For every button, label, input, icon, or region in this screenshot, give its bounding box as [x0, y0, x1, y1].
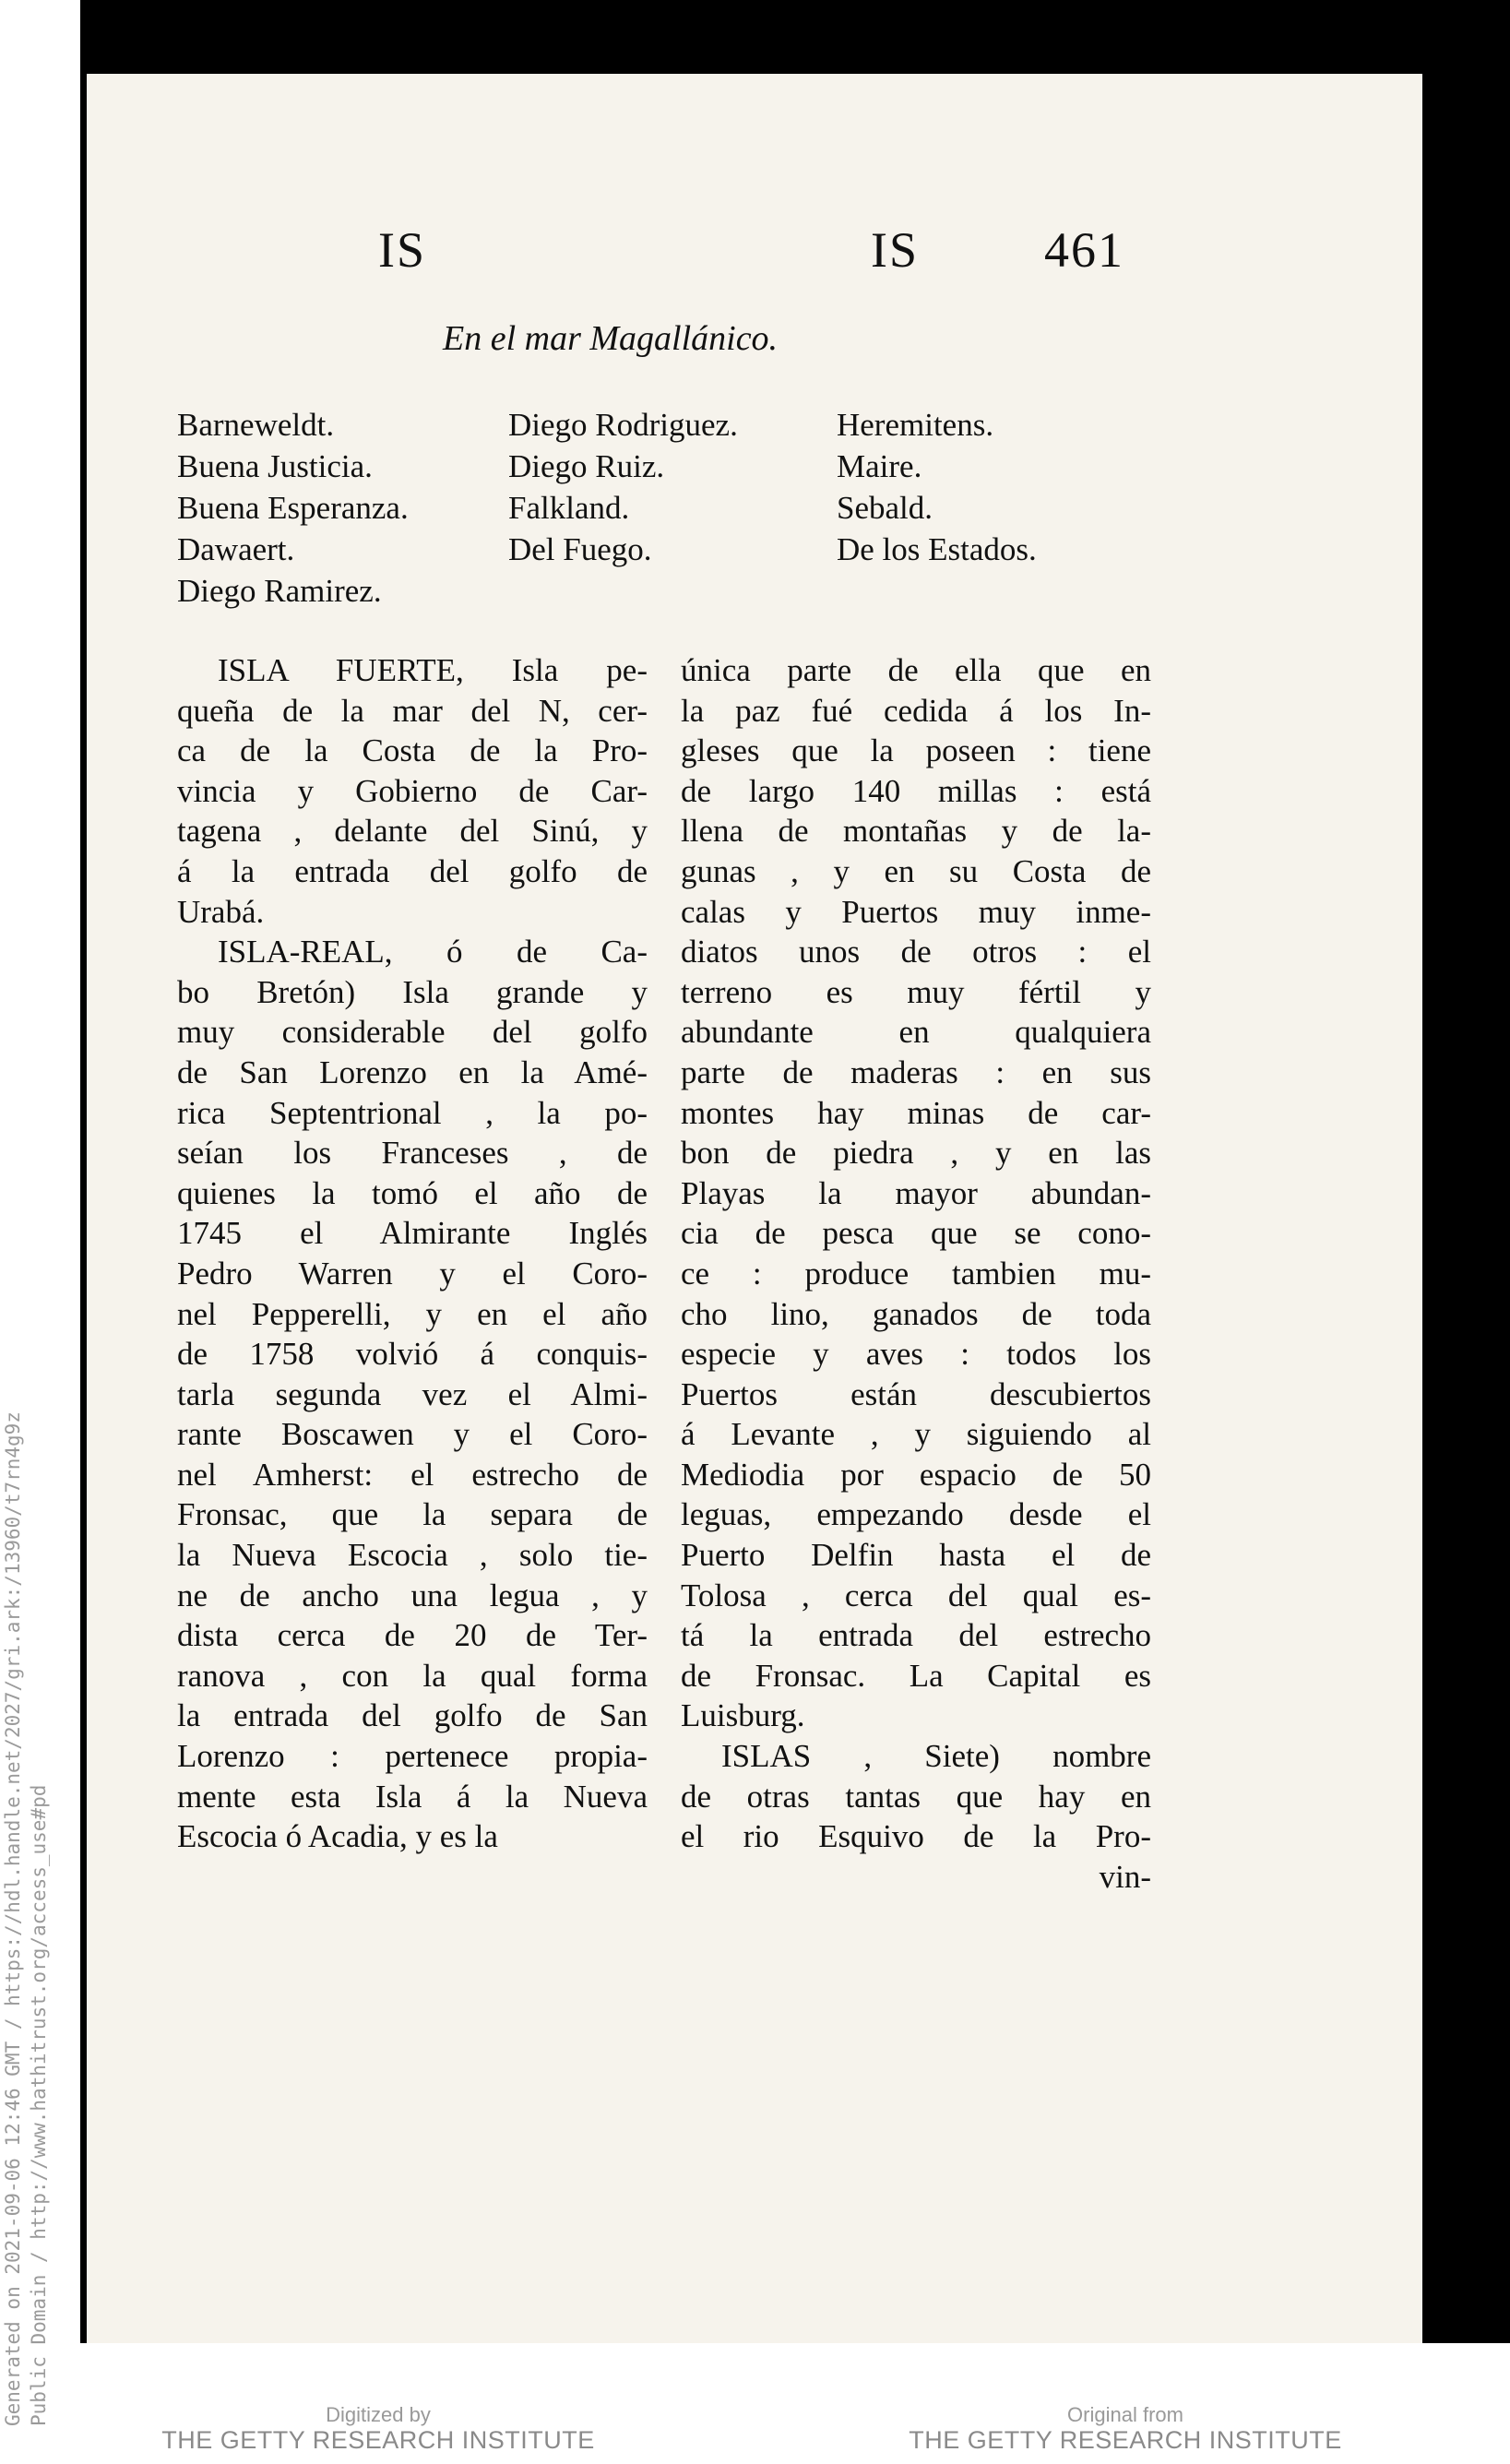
- text-line: nel Amherst: el estrecho de: [177, 1456, 648, 1493]
- text-line: calas y Puertos muy inme-: [681, 893, 1151, 930]
- text-line: Urabá.: [177, 893, 265, 930]
- text-line: Lorenzo : pertenece propia-: [177, 1738, 648, 1775]
- watermark-line-2: Public Domain / http://www.hathitrust.org/access_use#pd: [28, 1784, 50, 2426]
- island-name: Del Fuego.: [508, 531, 652, 567]
- text-line: ce : produce tambien mu-: [681, 1255, 1151, 1292]
- text-line: bo Bretón) Isla grande y: [177, 973, 648, 1010]
- text-line: muy considerable del golfo: [177, 1014, 648, 1051]
- island-name: Barneweldt.: [177, 407, 335, 443]
- text-line: dista cerca de 20 de Ter-: [177, 1617, 648, 1654]
- island-names-col-2: [508, 404, 738, 570]
- running-head-left: IS: [378, 222, 427, 278]
- text-line: Luisburg.: [681, 1697, 805, 1734]
- text-line: Pedro Warren y el Coro-: [177, 1255, 648, 1292]
- text-line: montes hay minas de car-: [681, 1094, 1151, 1131]
- text-line: tagena , delante del Sinú, y: [177, 813, 648, 850]
- text-line: especie y aves : todos los: [681, 1336, 1151, 1373]
- text-line: quienes la tomó el año de: [177, 1174, 648, 1211]
- footer-original-from: Original from: [1067, 2403, 1183, 2426]
- island-name: Maire.: [837, 448, 922, 484]
- footer-digitizer-name: THE GETTY RESEARCH INSTITUTE: [161, 2426, 595, 2454]
- text-line: ISLA-REAL, ó de Ca-: [218, 934, 648, 970]
- text-line: terreno es muy fértil y: [681, 973, 1151, 1010]
- island-name: Falkland.: [508, 490, 630, 526]
- text-line: á la entrada del golfo de: [177, 852, 648, 889]
- island-name: Buena Justicia.: [177, 448, 373, 484]
- island-name: Diego Ruiz.: [508, 448, 665, 484]
- text-line: el rio Esquivo de la Pro-: [681, 1818, 1151, 1855]
- text-line: Escocia ó Acadia, y es la: [177, 1818, 498, 1855]
- text-line: seían los Franceses , de: [177, 1135, 648, 1172]
- text-line: la Nueva Escocia , solo tie-: [177, 1537, 648, 1574]
- text-line: vin-: [1099, 1858, 1151, 1895]
- text-line: Puerto Delfin hasta el de: [681, 1537, 1151, 1574]
- text-line: la paz fué cedida á los In-: [681, 692, 1151, 729]
- side-watermark: [0, 1245, 55, 2426]
- island-names-col-3: [837, 404, 1037, 570]
- text-line: de San Lorenzo en la Amé-: [177, 1053, 648, 1090]
- text-line: Tolosa , cerca del qual es-: [681, 1577, 1151, 1613]
- text-line: única parte de ella que en: [681, 652, 1151, 688]
- text-line: parte de maderas : en sus: [681, 1053, 1151, 1090]
- text-line: ISLA FUERTE, Isla pe-: [218, 652, 648, 688]
- text-line: rante Boscawen y el Coro-: [177, 1416, 648, 1453]
- text-line: cho lino, ganados de toda: [681, 1295, 1151, 1332]
- section-subtitle: En el mar Magallánico.: [443, 319, 779, 358]
- text-line: nel Pepperelli, y en el año: [177, 1295, 648, 1332]
- text-line: 1745 el Almirante Inglés: [177, 1215, 648, 1252]
- text-line: de 1758 volvió á conquis-: [177, 1336, 648, 1373]
- text-line: tarla segunda vez el Almi-: [177, 1375, 648, 1412]
- text-line: Fronsac, que la separa de: [177, 1496, 648, 1533]
- text-line: bon de piedra , y en las: [681, 1135, 1151, 1172]
- island-name: De los Estados.: [837, 531, 1037, 567]
- text-line: á Levante , y siguiendo al: [681, 1416, 1151, 1453]
- text-line: Playas la mayor abundan-: [681, 1174, 1151, 1211]
- text-line: vincia y Gobierno de Car-: [177, 772, 648, 809]
- text-line: gleses que la poseen : tiene: [681, 732, 1151, 769]
- island-name: Diego Ramirez.: [177, 573, 382, 609]
- text-line: mente esta Isla á la Nueva: [177, 1778, 648, 1815]
- text-line: ISLAS , Siete) nombre: [721, 1738, 1151, 1775]
- island-name: Buena Esperanza.: [177, 490, 409, 526]
- text-line: tá la entrada del estrecho: [681, 1617, 1151, 1654]
- text-line: ne de ancho una legua , y: [177, 1577, 648, 1613]
- island-names-col-1: [177, 404, 409, 612]
- running-head-right: IS: [871, 222, 920, 278]
- text-line: Mediodia por espacio de 50: [681, 1456, 1151, 1493]
- watermark-line-1: Generated on 2021-09-06 12:46 GMT / https://hdl.handle.net/2027/gri.ark:/13960/t7rn4g9z: [2, 1411, 24, 2426]
- text-line: rica Septentrional , la po-: [177, 1094, 648, 1131]
- footer-digitized-by: Digitized by: [326, 2403, 431, 2426]
- island-name: Sebald.: [837, 490, 933, 526]
- island-name: Dawaert.: [177, 531, 295, 567]
- text-line: diatos unos de otros : el: [681, 934, 1151, 970]
- right-text-column: [681, 650, 1151, 1897]
- left-text-column: [177, 650, 648, 1857]
- text-line: gunas , y en su Costa de: [681, 852, 1151, 889]
- text-line: Puertos están descubiertos: [681, 1375, 1151, 1412]
- text-line: ranova , con la qual forma: [177, 1657, 648, 1694]
- text-line: la entrada del golfo de San: [177, 1697, 648, 1734]
- text-line: cia de pesca que se cono-: [681, 1215, 1151, 1252]
- text-line: leguas, empezando desde el: [681, 1496, 1151, 1533]
- text-line: llena de montañas y de la-: [681, 813, 1151, 850]
- text-line: de largo 140 millas : está: [681, 772, 1151, 809]
- text-line: queña de la mar del N, cer-: [177, 692, 648, 729]
- island-name: Heremitens.: [837, 407, 994, 443]
- page-number: 461: [1044, 222, 1124, 278]
- text-line: de Fronsac. La Capital es: [681, 1657, 1151, 1694]
- island-name: Diego Rodriguez.: [508, 407, 738, 443]
- text-line: de otras tantas que hay en: [681, 1778, 1151, 1815]
- text-line: abundante en qualquiera: [681, 1014, 1151, 1051]
- text-line: ca de la Costa de la Pro-: [177, 732, 648, 769]
- footer-original-source: THE GETTY RESEARCH INSTITUTE: [909, 2426, 1342, 2454]
